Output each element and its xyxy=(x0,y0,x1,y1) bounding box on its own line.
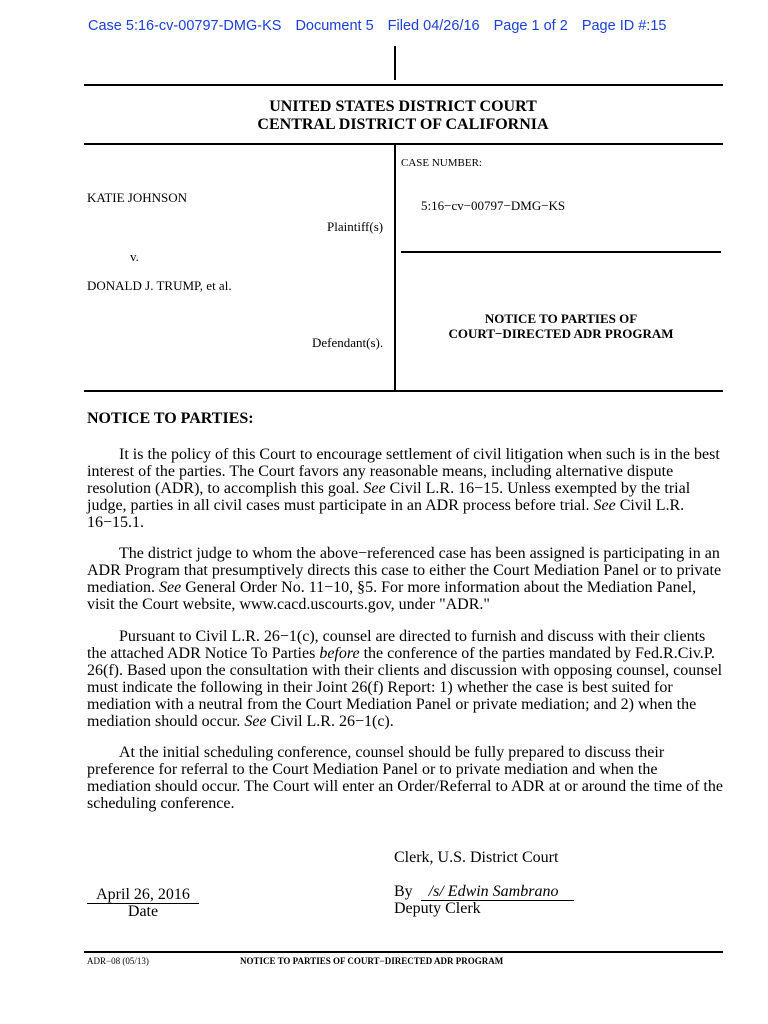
filing-stamp xyxy=(88,18,676,34)
stamp-page-id: Page ID #:15 xyxy=(581,18,667,34)
stamp-page: Page 1 of 2 xyxy=(493,18,568,34)
notice-title-line1: NOTICE TO PARTIES OF xyxy=(484,311,638,326)
date-label: Date xyxy=(127,903,159,920)
stamp-document: Document 5 xyxy=(295,18,374,34)
form-code: ADR−08 (05/13) xyxy=(87,956,149,966)
date-value: April 26, 2016 xyxy=(87,886,199,904)
court-name xyxy=(84,98,722,134)
notice-title-line2: COURT−DIRECTED ADR PROGRAM xyxy=(448,326,674,341)
court-name-line1: UNITED STATES DISTRICT COURT xyxy=(269,98,537,115)
paragraph-2: The district judge to whom the above−referenced case has been assigned is participating in an ADR Program that presumptively directs this case to either the Court Mediation Panel or to private mediation. See General Order No. 11−10, §5. For more information about the Mediation Panel, visit the Court website, www.cacd.uscourts.gov, under "ADR." xyxy=(87,545,722,613)
rule-top xyxy=(84,84,723,86)
top-divider-mark xyxy=(394,46,396,80)
rule-case-number xyxy=(401,251,721,253)
paragraph-1: It is the policy of this Court to encourage settlement of civil litigation when such is in the best interest of the parties. The Court favors any reasonable means, including alternative dispute resolution (ADR), to accomplish this goal. See Civil L.R. 16−15. Unless exempted by the trial judge, parties in all civil cases must participate in an ADR process before trial. See Civil L.R. 16−15.1. xyxy=(87,446,720,531)
plaintiff-name: KATIE JOHNSON xyxy=(87,190,188,205)
case-number-label: CASE NUMBER: xyxy=(401,157,482,169)
signer-name: /s/ Edwin Sambrano xyxy=(421,883,575,901)
court-name-line2: CENTRAL DISTRICT OF CALIFORNIA xyxy=(257,116,549,133)
defendant-label: Defendant(s). xyxy=(312,335,384,350)
clerk-title: Clerk, U.S. District Court xyxy=(394,849,559,866)
defendant-name: DONALD J. TRUMP, et al. xyxy=(87,278,232,293)
stamp-case: Case 5:16-cv-00797-DMG-KS xyxy=(88,18,282,34)
notice-title xyxy=(401,311,721,341)
caption-divider xyxy=(394,143,396,390)
signature-line xyxy=(394,883,574,901)
paragraph-3: Pursuant to Civil L.R. 26−1(c), counsel are directed to furnish and discuss with their clients the attached ADR Notice To Parties before the conference of the parties mandated by Fed.R.Civ.P. 26(f). Based upon the consultation with their clients and discussion with opposing counsel, counsel must indicate the following in their Joint 26(f) Report: 1) whether the case is best suited for mediation with a neutral from the Court Mediation Panel or private mediation; and 2) when the mediation should occur. See Civil L.R. 26−1(c). xyxy=(87,628,723,730)
by-label: By xyxy=(394,883,413,900)
deputy-clerk: Deputy Clerk xyxy=(394,900,481,917)
plaintiff-label: Plaintiff(s) xyxy=(327,219,384,234)
rule-below-court xyxy=(84,143,723,145)
notice-heading: NOTICE TO PARTIES: xyxy=(87,410,254,427)
rule-footer xyxy=(84,951,723,953)
stamp-filed: Filed 04/26/16 xyxy=(387,18,480,34)
footer-title: NOTICE TO PARTIES OF COURT−DIRECTED ADR PROGRAM xyxy=(240,956,504,966)
paragraph-4: At the initial scheduling conference, counsel should be fully prepared to discuss their preference for referral to the Court Mediation Panel or to private mediation and when the mediation should occur. The Court will enter an Order/Referral to ADR at or around the time of the scheduling conference. xyxy=(87,744,723,812)
case-number: 5:16−cv−00797−DMG−KS xyxy=(421,198,566,213)
rule-below-caption xyxy=(84,390,723,392)
versus: v. xyxy=(130,249,139,264)
